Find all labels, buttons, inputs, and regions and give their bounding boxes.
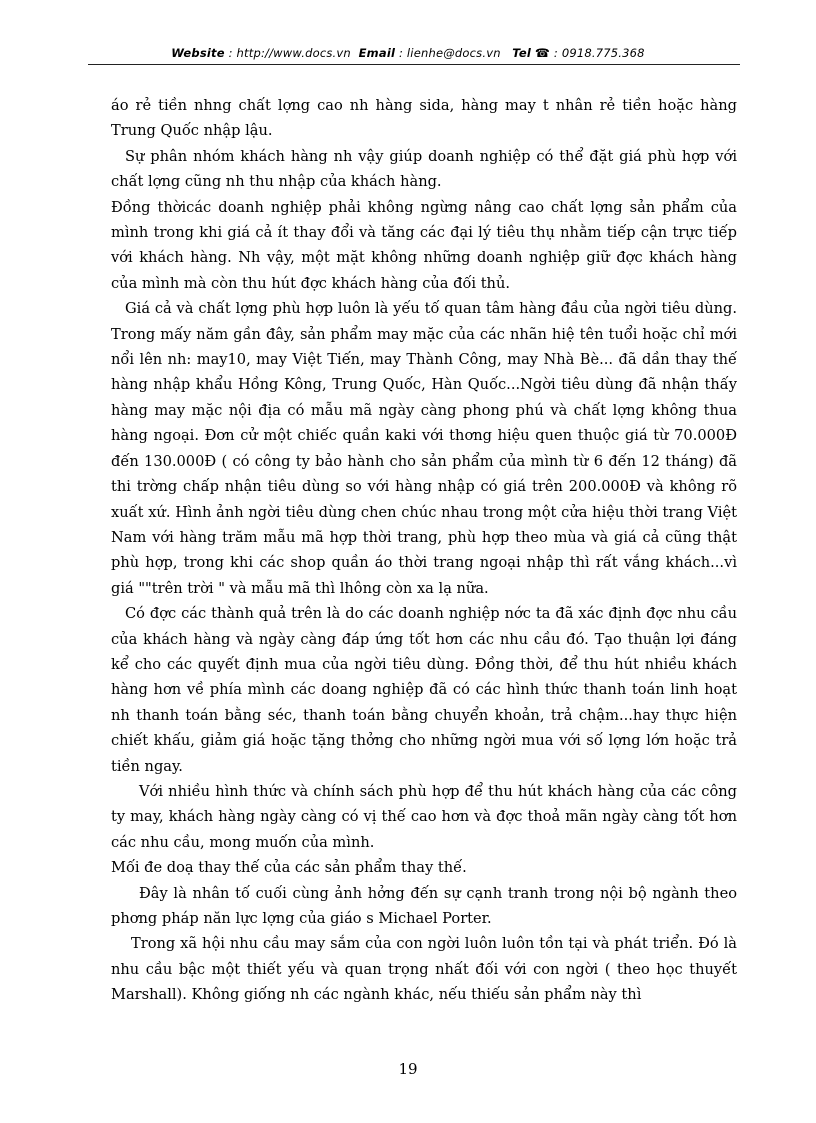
- header-divider: [88, 64, 740, 65]
- paragraph: Đây là nhân tố cuối cùng ảnh hởng đến sự cạnh tranh trong nội bộ ngành theo phơng pháp năn lực lợng của giáo s Michael Porter.: [111, 884, 737, 927]
- email-label: Email: [358, 46, 396, 60]
- paragraph: áo rẻ tiền nhng chất lợng cao nh hàng sida, hàng may t nhân rẻ tiền hoặc hàng Trung Quốc nhập lậu.: [111, 97, 737, 140]
- paragraph: Với nhiều hình thức và chính sách phù hợp để thu hút khách hàng của các công ty may, khách hàng ngày càng có vị thế cao hơn và đợc thoả mãn ngày càng tốt hơn các nhu cầu, mong muốn của mình.: [111, 782, 737, 851]
- paragraph: Mối đe doạ thay thế của các sản phẩm thay thế.: [111, 859, 467, 877]
- email-address: : lienhe@docs.vn: [398, 46, 501, 60]
- page-header: [0, 46, 816, 60]
- page-number: 19: [398, 1060, 418, 1078]
- tel-label: Tel: [512, 46, 532, 60]
- paragraph: Đồng thờicác doanh nghiệp phải không ngừng nâng cao chất lợng sản phẩm của mình trong khi giá cả ít thay đổi và tăng các đại lý tiêu thụ nhằm tiếp cận trực tiếp với khách hàng. Nh vậy, một mặt không những doanh nghiệp giữ đợc khách hàng của mình mà còn thu hút đợc khách hàng của đối thủ.: [111, 198, 737, 292]
- document-body: [111, 93, 737, 1008]
- tel-number: : 0918.775.368: [553, 46, 645, 60]
- phone-icon: ☎: [534, 46, 551, 60]
- paragraph: Có đợc các thành quả trên là do các doanh nghiệp nớc ta đã xác định đợc nhu cầu của khách hàng và ngày càng đáp ứng tốt hơn các nhu cầu đó. Tạo thuận lợi đáng kể cho các quyết định mua của ngời tiêu dùng. Đồng thời, để thu hút nhiều khách hàng hơn về phía mình các doang nghiệp đã có các hình thức thanh toán linh hoạt nh thanh toán bằng séc, thanh toán bằng chuyển khoản, trả chậm...hay thực hiện chiết khấu, giảm giá hoặc tặng thởng cho những ngời mua với số lợng lớn hoặc trả tiền ngay.: [111, 605, 737, 775]
- website-url: : http://www.docs.vn: [228, 46, 351, 60]
- paragraph: Giá cả và chất lợng phù hợp luôn là yếu tố quan tâm hàng đầu của ngời tiêu dùng. Trong mấy năm gần đây, sản phẩm may mặc của các nhãn hiệ tên tuổi hoặc chỉ mới nổi lên nh: may10, may Việt Tiến, may Thành Công, may Nhà Bè... đã dần thay thế hàng nhập khẩu Hồng Kông, Trung Quốc, Hàn Quốc...Ngời tiêu dùng đã nhận thấy hàng may mặc nội địa có mẫu mã ngày càng phong phú và chất lợng không thua hàng ngoại. Đơn cử một chiếc quần kaki với thơng hiệu quen thuộc giá từ 70.000Đ đến 130.000Đ ( có công ty bảo hành cho sản phẩm của mình từ 6 đến 12 tháng) đã thi trờng chấp nhận tiêu dùng so với hàng nhập có giá trên 200.000Đ và không rõ xuất xứ. Hình ảnh ngời tiêu dùng chen chúc nhau trong một cửa hiệu thời trang Việt Nam với hàng trăm mẫu mã hợp thời trang, phù hợp theo mùa và giá cả cũng thật phù hợp, trong khi các shop quần áo thời trang ngoại nhập thì rất vắng khách...vì giá ""trên trời " và mẫu mã thì lhông còn xa lạ nữa.: [111, 300, 737, 597]
- paragraph: Trong xã hội nhu cầu may sắm của con ngời luôn luôn tồn tại và phát triển. Đó là nhu cầu bậc một thiết yếu và quan trọng nhất đối với con ngời ( theo học thuyết Marshall). Không giống nh các ngành khác, nếu thiếu sản phẩm này thì: [111, 935, 737, 1004]
- paragraph: Sự phân nhóm khách hàng nh vậy giúp doanh nghiệp có thể đặt giá phù hợp với chất lợng cũng nh thu nhập của khách hàng.: [111, 147, 737, 191]
- website-label: Website: [171, 46, 225, 60]
